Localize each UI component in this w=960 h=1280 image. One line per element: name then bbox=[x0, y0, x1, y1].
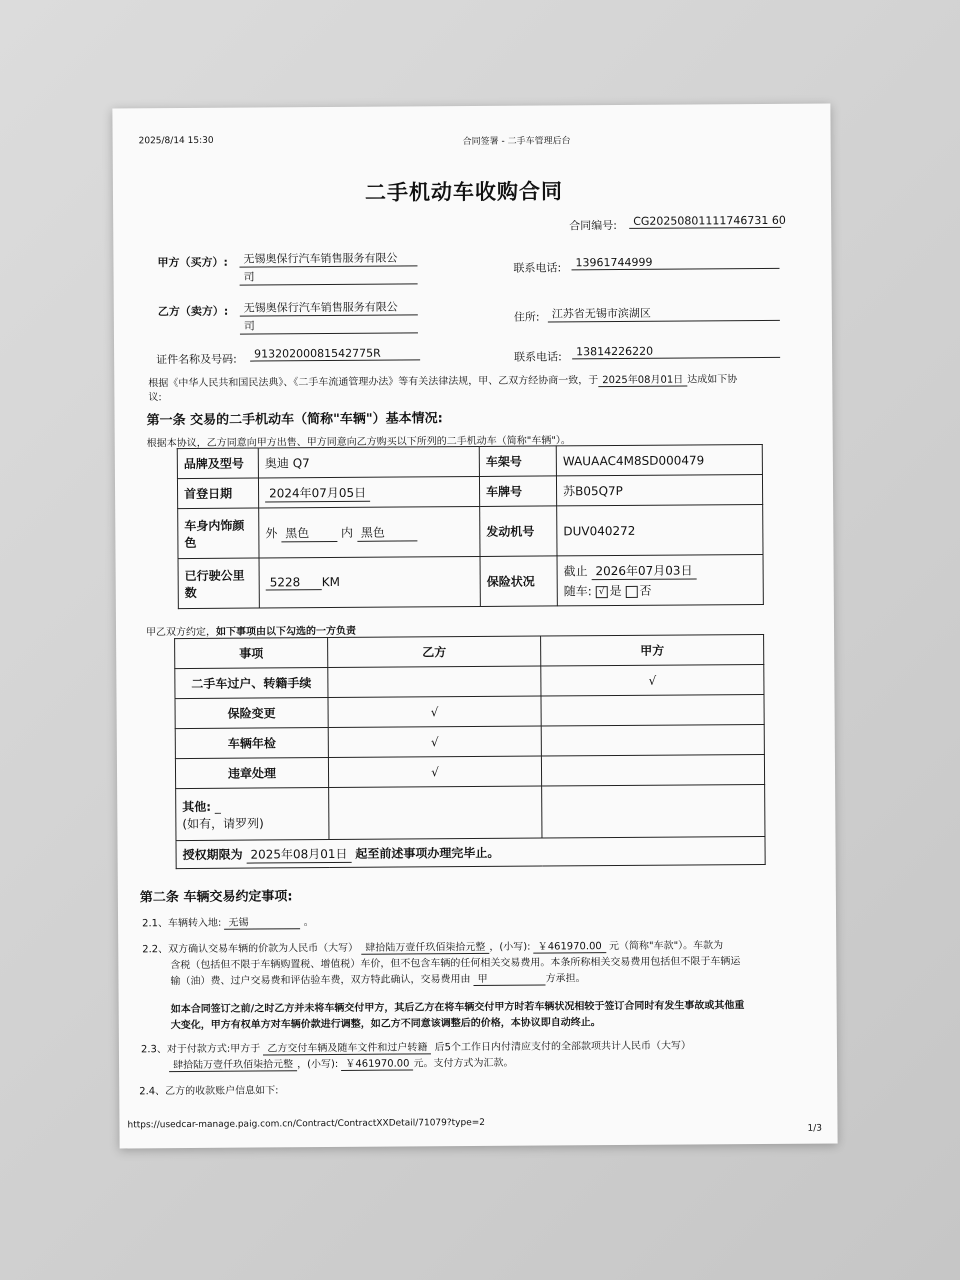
auth-period: 授权期限为 2025年08月01日 起至前述事项办理完毕止。 bbox=[176, 836, 765, 868]
row-item: 保险变更 bbox=[175, 698, 328, 729]
print-url: https://usedcar-manage.paig.com.cn/Contract/ContractXXDetail/71079?type=2 bbox=[127, 1117, 486, 1131]
col-party-a: 甲方 bbox=[541, 634, 764, 666]
contract-no-label: 合同编号: bbox=[569, 218, 617, 233]
party-b-address: 江苏省无锡市滨湖区 bbox=[548, 304, 780, 323]
contract-no-value: CG20250801111746731 60 bbox=[629, 214, 781, 229]
plate-label: 车牌号 bbox=[479, 476, 556, 507]
clause-2-1: 2.1、车辆转入地: 无锡 。 bbox=[142, 913, 314, 930]
with-car-no-checkbox[interactable] bbox=[625, 585, 637, 597]
int-color: 黑色 bbox=[357, 523, 417, 541]
party-a-name-2: 司 bbox=[239, 267, 417, 285]
payment-upper: 肆拾陆万壹仟玖佰柒拾元整 bbox=[169, 1055, 297, 1072]
insurance-label: 保险状况 bbox=[480, 556, 557, 607]
clause-2-3-line1: 2.3、对于付款方式:甲方于 乙方交付车辆及随车文件和过户转籍 后5个工作日内付清应支付的全部款项共计人民币（大写） bbox=[141, 1037, 691, 1057]
contract-page bbox=[112, 104, 837, 1149]
party-b-name-2: 司 bbox=[240, 316, 418, 334]
clause-2-3-line2: 肆拾陆万壹仟玖佰柒拾元整 ，(小写): ￥461970.00 元。支付方式为汇款。 bbox=[169, 1054, 514, 1072]
print-timestamp: 2025/8/14 15:30 bbox=[138, 135, 214, 147]
auth-date: 2025年08月01日 bbox=[246, 844, 351, 863]
payment-lower: ￥461970.00 bbox=[341, 1054, 413, 1071]
mileage-cell: 5228 KM bbox=[259, 556, 480, 608]
preamble-date: 2025年08月01日 bbox=[598, 371, 687, 388]
plate-value: 苏B05Q7P bbox=[556, 474, 762, 505]
fee-payer: 甲 bbox=[474, 970, 546, 987]
party-b-id-value: 91320200081542775R bbox=[250, 346, 420, 361]
adjustment-clause-2: 大变化，甲方有权单方对车辆价款进行调整，如乙方不同意该调整后的价格，本协议即自动终止。 bbox=[170, 1017, 601, 1032]
preamble-end: 议: bbox=[148, 392, 162, 404]
with-car-yes-checkbox[interactable]: √ bbox=[596, 586, 608, 598]
clause-2-4: 2.4、乙方的收款账户信息如下: bbox=[139, 1085, 279, 1098]
print-page-title: 合同签署 - 二手车管理后台 bbox=[462, 136, 571, 148]
party-b-name-1: 无锡奥保行汽车销售服务有限公 bbox=[240, 298, 418, 316]
row-party-b-check[interactable]: √ bbox=[328, 696, 541, 727]
article-1-intro: 根据本协议，乙方同意向甲方出售、甲方同意向乙方购买以下所列的二手机动车（简称"车辆"）。 bbox=[146, 435, 571, 450]
insurance-date: 2026年07月03日 bbox=[591, 561, 696, 580]
party-b-label: 乙方（卖方）: bbox=[157, 304, 229, 319]
clause-2-2-line2: 含税（包括但不限于车辆购置税、增值税）车价，但不包含车辆的任何相关交易费用。本条所称相关交易费用包括但不限于车辆运 bbox=[170, 956, 741, 972]
party-a-phone: 13961744999 bbox=[571, 255, 779, 270]
engine-value: DUV040272 bbox=[557, 504, 763, 555]
brand-value: 奥迪 Q7 bbox=[258, 446, 479, 478]
mileage-label: 已行驶公里 数 bbox=[178, 558, 259, 609]
party-a-label: 甲方（买方）: bbox=[157, 255, 228, 270]
color-cell: 外 黑色 内 黑色 bbox=[259, 506, 480, 558]
row-party-a-check[interactable] bbox=[541, 694, 764, 726]
price-lower: ￥461970.00 bbox=[534, 937, 606, 954]
other-party-a[interactable] bbox=[542, 784, 765, 838]
party-b-id-label: 证件名称及号码: bbox=[156, 352, 237, 367]
brand-label: 品牌及型号 bbox=[177, 448, 258, 479]
engine-label: 发动机号 bbox=[480, 506, 557, 557]
col-party-b: 乙方 bbox=[328, 636, 541, 667]
doc-title: 二手机动车收购合同 bbox=[364, 179, 564, 205]
row-party-b-check[interactable]: √ bbox=[328, 756, 541, 787]
other-cell: 其他: _ (如有，请罗列) bbox=[176, 788, 329, 841]
reg-date-cell bbox=[258, 476, 479, 508]
transfer-destination: 无锡 bbox=[224, 913, 300, 930]
insurance-cell: 截止 2026年07月03日 随车: √ 是 否 bbox=[557, 554, 763, 605]
row-party-b-check[interactable]: √ bbox=[328, 726, 541, 757]
row-party-a-check[interactable]: √ bbox=[541, 664, 764, 696]
payment-condition: 乙方交付车辆及随车文件和过户转籍 bbox=[263, 1038, 431, 1055]
responsibility-table bbox=[174, 634, 766, 869]
row-party-a-check[interactable] bbox=[541, 724, 764, 756]
preamble: 根据《中华人民共和国民法典》、《二手车流通管理办法》等有关法律法规，甲、乙双方经协商一致，于 2025年08月01日 达成如下协 bbox=[148, 370, 737, 390]
row-party-b-check[interactable] bbox=[328, 666, 541, 697]
row-item: 车辆年检 bbox=[175, 728, 328, 759]
vin-value: WAUAAC4M8SD000479 bbox=[556, 444, 762, 475]
vin-label: 车架号 bbox=[479, 446, 556, 477]
row-item: 二手车过户、转籍手续 bbox=[175, 668, 328, 699]
article-2-heading: 第二条 车辆交易约定事项: bbox=[139, 889, 293, 906]
other-party-b[interactable] bbox=[329, 786, 542, 839]
reg-date-label: 首登日期 bbox=[177, 478, 258, 509]
row-party-a-check[interactable] bbox=[541, 754, 764, 786]
party-a-name-1: 无锡奥保行汽车销售服务有限公 bbox=[239, 249, 417, 267]
color-label: 车身内饰颜 色 bbox=[178, 508, 259, 559]
page-number: 1/3 bbox=[807, 1123, 823, 1134]
party-a-phone-label: 联系电话: bbox=[513, 261, 562, 275]
clause-2-2-line3: 输（油）费、过户交易费和评估验车费，双方特此确认，交易费用由 甲 方承担。 bbox=[170, 969, 585, 988]
party-b-phone-label: 联系电话: bbox=[514, 350, 562, 364]
col-item: 事项 bbox=[175, 638, 328, 669]
row-item: 违章处理 bbox=[175, 758, 328, 789]
clause-2-2-line1: 2.2、双方确认交易车辆的价款为人民币（大写） 肆拾陆万壹仟玖佰柒拾元整 ，(小写): ￥461970.00 元（简称"车款"）。车款为 bbox=[142, 936, 723, 956]
reg-date-value: 2024年07月05日 bbox=[265, 483, 370, 502]
article-1-heading: 第一条 交易的二手机动车（简称"车辆"）基本情况: bbox=[146, 411, 443, 429]
adjustment-clause-1: 如本合同签订之前/之时乙方并未将车辆交付甲方，其后乙方在将车辆交付甲方时若车辆状况相较于签订合同时有发生事故或其他重 bbox=[170, 1000, 745, 1016]
price-upper: 肆拾陆万壹仟玖佰柒拾元整 bbox=[361, 938, 489, 955]
party-b-phone: 13814226220 bbox=[572, 344, 780, 359]
party-b-address-label: 住所: bbox=[513, 310, 540, 324]
vehicle-table bbox=[177, 444, 764, 609]
mileage-value: 5228 bbox=[266, 575, 322, 590]
responsibility-intro: 甲乙双方约定，如下事项由以下勾选的一方负责 bbox=[146, 625, 357, 639]
ext-color: 黑色 bbox=[281, 523, 337, 541]
